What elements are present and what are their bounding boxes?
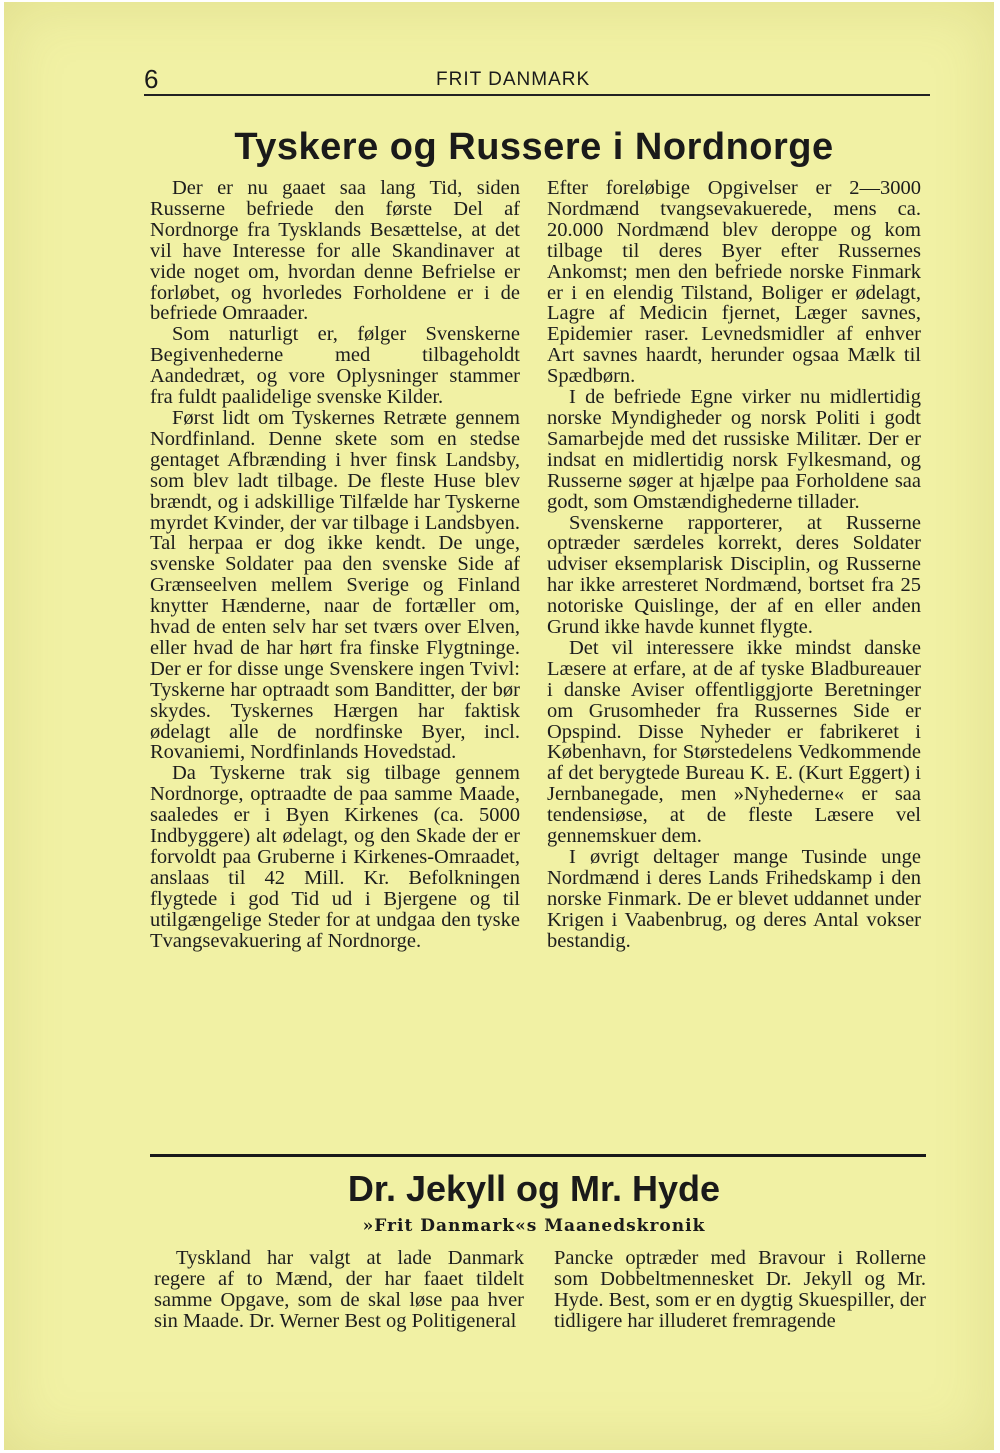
publication-name: FRIT DANMARK (436, 69, 591, 90)
article2-column-2 (554, 1248, 926, 1332)
paragraph: Først lidt om Tyskernes Retræte gennem Nordfinland. Denne skete som en stedse gentaget Afbrænding i hver finsk Landsby, som blev ladt tilbage. De fleste Huse blev brændt, og i adskillige Tilfælde har Tyskerne myrdet Kvinder, der var tilbage i Landsbyen. Tal herpaa er dog ikke kendt. De unge, svenske Soldater paa den svenske Side af Grænseelven mellem Sverige og Finland knytter Hænderne, naar de fortæller om, hvad de enten selv har set tværs over Elven, eller hvad de har hørt fra finske Flygtninge. Der er for disse unge Svenskere ingen Tvivl: Tyskerne har optraadt som Banditter, der bør skydes. Tyskernes Hærgen har faktisk ødelagt alle de nordfinske Byer, incl. Rovaniemi, Nordfinlands Hovedstad. (150, 406, 520, 764)
paragraph: Der er nu gaaet saa lang Tid, siden Russerne befriede den første Del af Nordnorge fra Tysklands Besættelse, at det vil have Interesse for alle Skandinaver at vide noget om, hvordan denne Befrielse er forløbet, og hvorledes Forholdene er i de befriede Omraader. (150, 177, 520, 325)
article-subtitle: »Frit Danmark«s Maanedskronik (362, 1216, 706, 1236)
paragraph: Svenskerne rapporterer, at Russerne optræder særdeles korrekt, deres Soldater udviser eksemplarisk Disciplin, og Russerne har ikke arresteret Nordmænd, bortset fra 25 notoriske Quislinge, der af en eller anden Grund ikke havde kunnet flygte. (547, 511, 921, 639)
article-column-2 (547, 178, 921, 952)
page-number: 6 (144, 64, 159, 94)
header-rule (144, 94, 930, 96)
article-headline-2: Dr. Jekyll og Mr. Hyde (347, 1168, 721, 1209)
section-divider (150, 1154, 926, 1157)
newspaper-page (4, 2, 994, 1450)
paragraph: Da Tyskerne trak sig tilbage gennem Nordnorge, optraadte de paa samme Maade, saaledes er i Byen Kirkenes (ca. 5000 Indbyggere) alt ødelagt, og den Skade der er forvoldt paa Gruberne i Kirkenes-Omraadet, anslaas til 42 Mill. Kr. Befolkningen flygtede i god Tid ud i Bjergene og til utilgængelige Steder for at undgaa den tyske Tvangsevakuering af Nordnorge. (150, 762, 520, 952)
paragraph: Det vil interessere ikke mindst danske Læsere at erfare, at de af tyske Bladbureauer i danske Aviser offentliggjorte Beretninger om Grusomheder fra Russernes Side er Opspind. Disse Nyheder er fabrikeret i København, for Størstedelens Vedkommende af det berygtede Bureau K. E. (Kurt Eggert) i Jernbanegade, men »Nyhederne« er saa tendensiøse, at de fleste Læsere vel gennemskuer dem. (547, 636, 921, 848)
paragraph: I de befriede Egne virker nu midlertidig norske Myndigheder og norsk Politi i godt Samarbejde med det russiske Militær. Der er indsat en midlertidig norsk Fylkesmand, og Russerne søger at hjælpe paa Forholdene saa godt, som Omstændighederne tillader. (547, 386, 921, 513)
paragraph: Som naturligt er, følger Svenskerne Begivenhederne med tilbageholdt Aandedræt, og vore Oplysninger stammer fra fuldt paalidelige svenske Kilder. (150, 323, 520, 409)
paragraph: Tyskland har valgt at lade Danmark regere af to Mænd, der har faaet tildelt samme Opgave, som de skal løse paa hver sin Maade. Dr. Werner Best og Politigeneral (154, 1247, 524, 1332)
article-column-1 (150, 178, 520, 952)
paragraph: Pancke optræder med Bravour i Rollerne som Dobbeltmennesket Dr. Jekyll og Mr. Hyde. Best, som er en dygtig Skuespiller, der tidligere har illuderet fremragende (554, 1247, 926, 1332)
article2-column-1 (154, 1248, 524, 1332)
article-headline: Tyskere og Russere i Nordnorge (234, 126, 834, 168)
paragraph: Efter foreløbige Opgivelser er 2—3000 Nordmænd tvangsevakuerede, mens ca. 20.000 Nordmænd blev deroppe og kom tilbage til deres Byer efter Russernes Ankomst; men den befriede norske Finmark er i en elendig Tilstand, Boliger er ødelagt, Lagre af Medicin fjernet, Læger savnes, Epidemier raser. Levnedsmidler af enhver Art savnes haardt, herunder ogsaa Mælk til Spædbørn. (547, 177, 921, 388)
paragraph: I øvrigt deltager mange Tusinde unge Nordmænd i deres Lands Frihedskamp i den norske Finmark. De er blevet uddannet under Krigen i Vaabenbrug, og deres Antal vokser bestandig. (547, 846, 921, 952)
